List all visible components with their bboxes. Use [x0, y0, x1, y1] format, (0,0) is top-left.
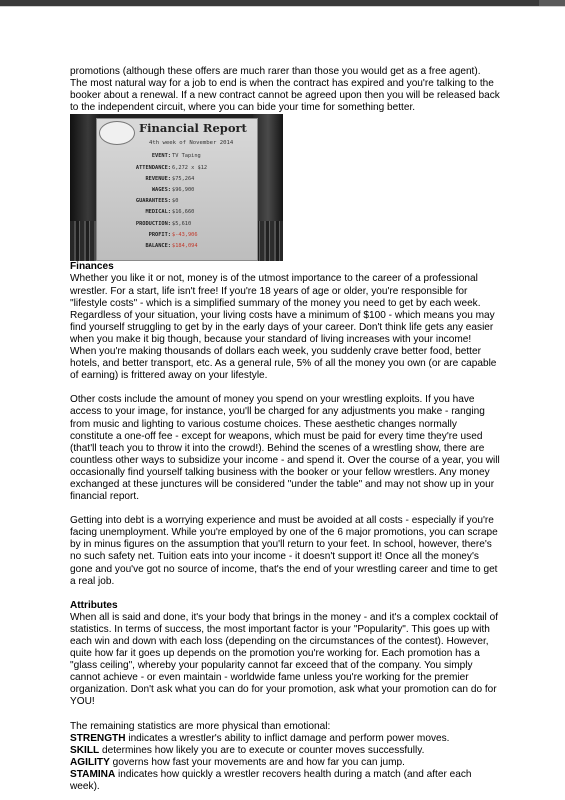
report-rows — [101, 151, 255, 252]
report-row — [101, 241, 255, 252]
report-row-value: $96,900 — [172, 186, 195, 193]
report-row — [101, 185, 255, 196]
document-page — [70, 66, 500, 793]
intro-paragraph: promotions (although these offers are much rarer than those you would get as a free agent). The most natural way for a job to end is when the contract has expired and you're talking to the booker about a renewal. If a new contract cannot be agreed upon then you will be released back to the independent circuit, where you can bide your time for something better. — [70, 66, 500, 114]
stat-description: indicates how quickly a wrestler recovers health during a match (and after each week). — [70, 768, 472, 793]
report-row-label: MEDICAL: — [145, 209, 171, 216]
report-sheet — [96, 118, 258, 261]
report-row-label: PROFIT: — [148, 231, 171, 238]
report-date: 4th week of November 2014 — [149, 140, 234, 147]
report-row-value: $184,094 — [172, 242, 198, 249]
stat-description: determines how likely you are to execute or counter moves successfully. — [99, 744, 425, 756]
attributes-paragraph-2: The remaining statistics are more physical than emotional: — [70, 720, 331, 732]
report-row-value: TV Taping — [172, 153, 201, 160]
report-row — [101, 196, 255, 207]
report-row — [101, 163, 255, 174]
stats-list — [70, 733, 500, 793]
stat-item — [70, 757, 500, 769]
page-edge — [0, 6, 565, 7]
financial-report-image — [70, 114, 283, 261]
finances-paragraph-1: Whether you like it or not, money is of the utmost importance to the career of a professional wrestler. For a start, life isn't free! If you're 18 years of age or older, you're responsible for "lifestyle costs" - which is a simplified summary of the money you need to get by each week. Regardless of your situation, your living costs have a minimum of $100 - which means you may find yourself struggling to get by in the early days of your career. Don't think life gets any easier when you make it big though, because your standard of living increases with your income! When you're making thousands of dollars each week, you suddenly crave better food, better hotels, and better transport, etc. As a general rule, 5% of all the money you own (or are capable of earning) is frittered away on your lifestyle. — [70, 273, 497, 382]
attributes-paragraph-1: When all is said and done, it's your body that brings in the money - and it's a complex cocktail of statistics. In terms of success, the most important factor is your "Popularity". This goes up with each win and down with each loss (depending on the circumstances of the contest). However, quite how far it goes up depends on the promotion you're working for. Each promotion has a "glass ceiling", whereby your popularity cannot far exceed that of the company. You simply cannot achieve - or even maintain - worldwide fame unless you're working for the premier organization. Don't ask what you can do for your promotion, ask what your promotion can do for YOU! — [70, 611, 499, 708]
report-row-label: REVENUE: — [145, 175, 171, 182]
stat-item — [70, 745, 500, 757]
report-row-label: WAGES: — [151, 186, 171, 193]
report-row-label: BALANCE: — [145, 242, 171, 249]
report-title: Financial Report — [139, 121, 247, 136]
report-row-label: ATTENDANCE: — [135, 164, 171, 171]
report-row-label: EVENT: — [151, 153, 171, 160]
stat-description: governs how fast your movements are and how far you can jump. — [109, 756, 405, 768]
stat-name: STAMINA — [70, 768, 116, 780]
attributes-heading: Attributes — [70, 599, 118, 611]
stat-item — [70, 769, 500, 793]
report-row — [101, 151, 255, 162]
report-row — [101, 219, 255, 230]
stat-name: SKILL — [70, 744, 100, 756]
report-row-value: 6,272 x $12 — [172, 164, 208, 171]
promotion-logo — [99, 121, 135, 145]
stat-name: STRENGTH — [70, 732, 126, 744]
finances-paragraph-2: Other costs include the amount of money you spend on your wrestling exploits. If you have access to your image, for instance, you'll be charged for any adjustments you make - ranging from music and lighting to various costume choices. These aesthetic changes normally constitute a one-off fee - except for weapons, which must be paid for every time they're used (that'll teach you to throw it into the crowd!). Behind the scenes of a wrestling show, there are countless other ways to subsidize your income - and spend it. Over the course of a year, you will occasionally find yourself talking business with the booker or your fellow wrestlers. Any money exchanged at these junctures will be considered "under the table" and may not show up in your financial report. — [70, 394, 500, 503]
report-row-value: $-43,906 — [172, 231, 198, 238]
stat-name: AGILITY — [70, 756, 110, 768]
finances-heading: Finances — [70, 261, 114, 273]
report-row — [101, 230, 255, 241]
stat-item — [70, 733, 500, 745]
report-row-label: PRODUCTION: — [135, 220, 171, 227]
report-row-value: $5,610 — [172, 220, 192, 227]
report-row — [101, 207, 255, 218]
report-row-value: $75,264 — [172, 175, 195, 182]
report-row — [101, 174, 255, 185]
report-row-value: $0 — [172, 198, 179, 205]
report-row-label: GUARANTEES: — [135, 198, 171, 205]
stat-description: indicates a wrestler's ability to inflict damage and perform power moves. — [125, 732, 450, 744]
finances-paragraph-3: Getting into debt is a worrying experience and must be avoided at all costs - especially if you're facing unemployment. While you're employed by one of the 6 major promotions, you can scrape by in minus figures on the assumption that you'll return to your feet. In school, however, there's no such safety net. Tuition eats into your income - it doesn't support it! Once all the money's gone and you've got no source of income, that's the end of your wrestling career and time to get a real job. — [70, 515, 498, 587]
report-row-value: $16,660 — [172, 209, 195, 216]
